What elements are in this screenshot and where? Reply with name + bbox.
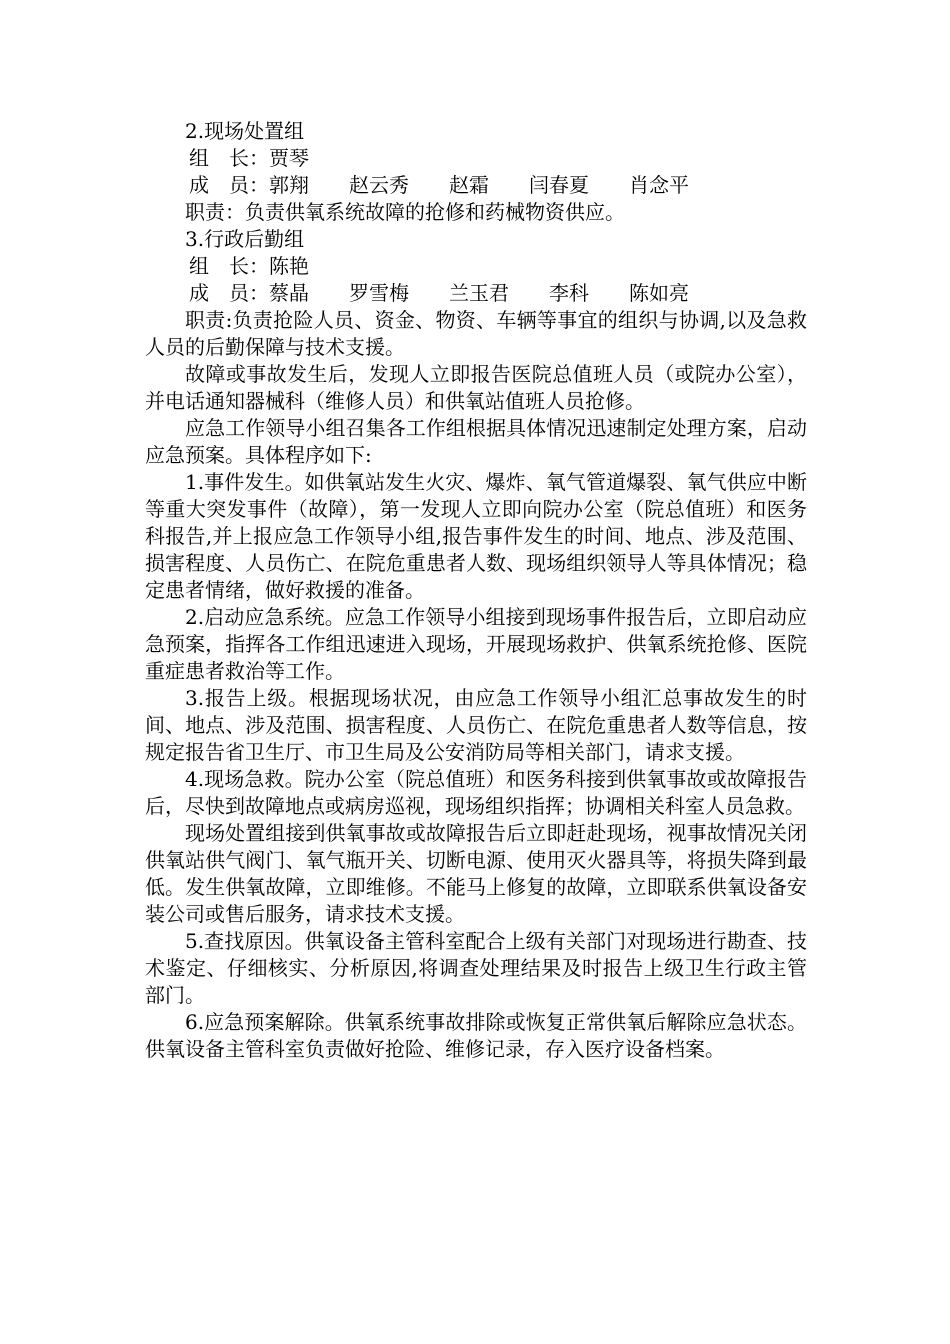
section-2-title: 2.现场处置组 [185, 119, 305, 143]
paragraph-step-5: 5.查找原因。供氧设备主管科室配合上级有关部门对现场进行勘查、技术鉴定、仔细核实、分析原因,将调查处理结果及时报告上级卫生行政主管部门。 [145, 929, 807, 1007]
section-3-title: 3.行政后勤组 [185, 227, 305, 251]
paragraph-step-6: 6.应急预案解除。供氧系统事故排除或恢复正常供氧后解除应急状态。供氧设备主管科室负责做好抢险、维修记录，存入医疗设备档案。 [145, 1010, 807, 1061]
paragraph-step-3: 3.报告上级。根据现场状况，由应急工作领导小组汇总事故发生的时间、地点、涉及范围、损害程度、人员伤亡、在院危重患者人数等信息，按规定报告省卫生厅、市卫生局及公安消防局等相关部门，请求支援。 [145, 686, 807, 764]
paragraph-step-2: 2.启动应急系统。应急工作领导小组接到现场事件报告后，立即启动应急预案，指挥各工作组迅速进入现场，开展现场救护、供氧系统抢修、医院重症患者救治等工作。 [145, 605, 807, 683]
paragraph-step-4: 4.现场急救。院办公室（院总值班）和医务科接到供氧事故或故障报告后，尽快到故障地点或病房巡视，现场组织指挥；协调相关科室人员急救。 [145, 767, 807, 818]
section-2-leader: 组 长：贾琴 [189, 146, 309, 170]
section-2-duty: 职责：负责供氧系统故障的抢修和药械物资供应。 [185, 200, 625, 224]
section-3-duty: 职责:负责抢险人员、资金、物资、车辆等事宜的组织与协调,以及急救人员的后勤保障与技术支援。 [145, 308, 807, 359]
paragraph-procedure-intro: 应急工作领导小组召集各工作组根据具体情况迅速制定处理方案，启动应急预案。具体程序如下: [145, 416, 807, 467]
document-page [145, 118, 807, 1063]
section-3-members: 成 员：蔡晶 罗雪梅 兰玉君 李科 陈如亮 [189, 281, 689, 305]
section-3-leader: 组 长：陈艳 [189, 254, 309, 278]
section-2-members: 成 员：郭翔 赵云秀 赵霜 闫春夏 肖念平 [189, 173, 689, 197]
paragraph-step-1: 1.事件发生。如供氧站发生火灾、爆炸、氧气管道爆裂、氧气供应中断等重大突发事件（故障），第一发现人立即向院办公室（院总值班）和医务科报告,并上报应急工作领导小组,报告事件发生的时间、地点、涉及范围、损害程度、人员伤亡、在院危重患者人数、现场组织领导人等具体情况；稳定患者情绪，做好救援的准备。 [145, 470, 807, 602]
paragraph-report: 故障或事故发生后，发现人立即报告医院总值班人员（或院办公室），并电话通知器械科（维修人员）和供氧站值班人员抢修。 [145, 362, 807, 413]
paragraph-onsite-handling: 现场处置组接到供氧事故或故障报告后立即赶赴现场，视事故情况关闭供氧站供气阀门、氧气瓶开关、切断电源、使用灭火器具等，将损失降到最低。发生供氧故障，立即维修。不能马上修复的故障，立即联系供氧设备安装公司或售后服务，请求技术支援。 [145, 821, 807, 926]
